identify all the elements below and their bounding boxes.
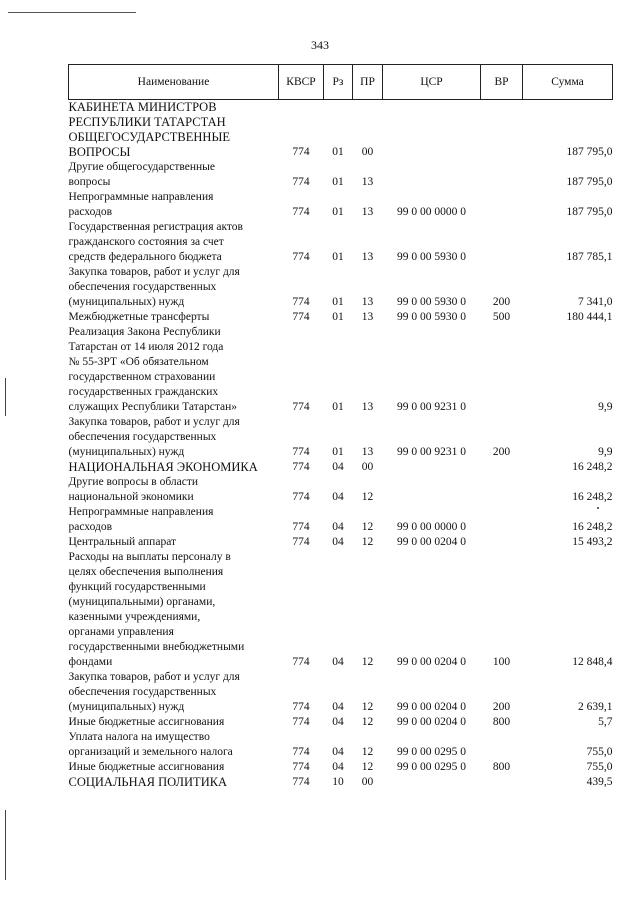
cell-kvsr: 774 bbox=[292, 761, 310, 773]
margin-mark bbox=[5, 378, 6, 416]
cell-csr: 99 0 00 0295 0 bbox=[397, 761, 466, 773]
cell-pr: 12 bbox=[361, 701, 374, 713]
cell-csr bbox=[383, 775, 481, 790]
top-rule bbox=[8, 12, 136, 13]
cell-vr bbox=[481, 460, 523, 475]
table-row bbox=[69, 160, 613, 190]
column-header-kvsr: КВСР bbox=[279, 65, 324, 100]
column-header-csr: ЦСР bbox=[383, 65, 481, 100]
cell-sum: 12 848,4 bbox=[572, 656, 613, 668]
cell-sum: 755,0 bbox=[586, 761, 613, 773]
cell-kvsr: 774 bbox=[292, 251, 310, 263]
cell-vr bbox=[481, 160, 523, 190]
cell-pr: 13 bbox=[361, 251, 374, 263]
cell-csr: 99 0 00 0204 0 bbox=[397, 701, 466, 713]
cell-kvsr: 774 bbox=[292, 746, 310, 758]
cell-pr: 00 bbox=[361, 146, 374, 158]
table-row bbox=[69, 325, 613, 415]
table-row bbox=[69, 460, 613, 475]
cell-vr bbox=[481, 505, 523, 535]
cell-sum: 7 341,0 bbox=[578, 296, 613, 308]
cell-rz: 01 bbox=[332, 146, 344, 158]
cell-rz: 04 bbox=[332, 761, 344, 773]
cell-name: Непрограммные направления расходов bbox=[68, 191, 214, 218]
cell-name: Другие вопросы в области национальной экономики bbox=[68, 476, 199, 503]
cell-sum: 180 444,1 bbox=[566, 311, 613, 323]
cell-rz: 04 bbox=[332, 491, 344, 503]
cell-pr: 13 bbox=[361, 446, 374, 458]
table-row bbox=[69, 190, 613, 220]
cell-sum: 187 795,0 bbox=[566, 206, 613, 218]
cell-rz: 01 bbox=[332, 401, 344, 413]
cell-sum bbox=[523, 100, 613, 131]
cell-kvsr: 774 bbox=[292, 716, 310, 728]
cell-csr: 99 0 00 5930 0 bbox=[397, 251, 466, 263]
table-row bbox=[69, 730, 613, 760]
cell-name: ОБЩЕГОСУДАРСТВЕННЫЕ ВОПРОСЫ bbox=[68, 130, 230, 159]
cell-kvsr bbox=[279, 100, 324, 131]
cell-rz: 01 bbox=[332, 296, 344, 308]
cell-rz: 01 bbox=[332, 446, 344, 458]
cell-kvsr: 774 bbox=[292, 656, 310, 668]
cell-csr bbox=[383, 130, 481, 160]
column-header-vr: ВР bbox=[481, 65, 523, 100]
cell-kvsr: 774 bbox=[292, 536, 310, 548]
cell-sum: 15 493,2 bbox=[572, 536, 613, 548]
cell-name: СОЦИАЛЬНАЯ ПОЛИТИКА bbox=[68, 775, 228, 789]
cell-csr: 99 0 00 0204 0 bbox=[397, 716, 466, 728]
cell-vr: 800 bbox=[492, 716, 511, 728]
table-row bbox=[69, 475, 613, 505]
cell-rz: 01 bbox=[332, 251, 344, 263]
cell-name: Иные бюджетные ассигнования bbox=[68, 716, 225, 728]
cell-vr: 500 bbox=[492, 311, 511, 323]
cell-kvsr: 774 bbox=[292, 146, 310, 158]
table-row bbox=[69, 415, 613, 460]
cell-csr bbox=[383, 100, 481, 131]
table-row bbox=[69, 130, 613, 160]
table-row bbox=[69, 505, 613, 535]
cell-rz: 04 bbox=[332, 461, 344, 473]
cell-csr bbox=[383, 160, 481, 190]
cell-vr bbox=[481, 775, 523, 790]
cell-name: Закупка товаров, работ и услуг для обеспечения государственных (муниципальных) нужд bbox=[68, 671, 240, 713]
cell-sum: 16 248,2 bbox=[572, 491, 613, 503]
cell-sum: 187 795,0 bbox=[566, 146, 613, 158]
cell-rz: 01 bbox=[332, 311, 344, 323]
cell-vr bbox=[481, 325, 523, 415]
cell-name: Уплата налога на имущество организаций и земельного налога bbox=[68, 731, 233, 758]
cell-kvsr: 774 bbox=[292, 491, 310, 503]
cell-pr: 13 bbox=[361, 311, 374, 323]
cell-vr bbox=[481, 475, 523, 505]
cell-pr: 12 bbox=[361, 761, 374, 773]
cell-sum: 5,7 bbox=[598, 716, 613, 728]
cell-pr: 13 bbox=[361, 296, 374, 308]
table-row bbox=[69, 715, 613, 730]
cell-pr: 13 bbox=[361, 401, 374, 413]
cell-sum: 16 248,2 bbox=[572, 521, 613, 533]
table-row bbox=[69, 550, 613, 670]
cell-vr: 100 bbox=[492, 656, 511, 668]
cell-kvsr: 774 bbox=[292, 776, 310, 788]
cell-rz: 01 bbox=[332, 176, 344, 188]
table-row bbox=[69, 760, 613, 775]
cell-kvsr: 774 bbox=[292, 701, 310, 713]
cell-pr: 13 bbox=[361, 206, 374, 218]
cell-csr: 99 0 00 0204 0 bbox=[397, 656, 466, 668]
cell-name: Государственная регистрация актов гражданского состояния за счет средств федерального бюджета bbox=[68, 221, 243, 263]
cell-kvsr: 774 bbox=[292, 446, 310, 458]
cell-pr: 00 bbox=[361, 776, 374, 788]
cell-vr: 200 bbox=[492, 701, 511, 713]
cell-name: КАБИНЕТА МИНИСТРОВ РЕСПУБЛИКИ ТАТАРСТАН bbox=[68, 100, 226, 129]
cell-pr: 00 bbox=[361, 461, 374, 473]
column-header-name: Наименование bbox=[69, 65, 279, 100]
cell-csr: 99 0 00 0204 0 bbox=[397, 536, 466, 548]
cell-pr: 12 bbox=[361, 716, 374, 728]
cell-sum: 2 639,1 bbox=[578, 701, 613, 713]
cell-vr bbox=[481, 130, 523, 160]
column-header-pr: ПР bbox=[353, 65, 383, 100]
table-row bbox=[69, 265, 613, 310]
cell-csr: 99 0 00 0295 0 bbox=[397, 746, 466, 758]
cell-sum: 187 785,1 bbox=[566, 251, 613, 263]
cell-sum: 9,9 bbox=[598, 401, 613, 413]
cell-pr: 12 bbox=[361, 536, 374, 548]
cell-sum: 755,0 bbox=[586, 746, 613, 758]
cell-csr bbox=[383, 460, 481, 475]
cell-sum: 16 248,2 bbox=[572, 461, 613, 473]
cell-rz: 04 bbox=[332, 521, 344, 533]
cell-vr bbox=[481, 535, 523, 550]
cell-name: НАЦИОНАЛЬНАЯ ЭКОНОМИКА bbox=[68, 460, 258, 474]
cell-csr: 99 0 00 5930 0 bbox=[397, 311, 466, 323]
cell-vr bbox=[481, 730, 523, 760]
cell-rz: 10 bbox=[332, 776, 344, 788]
table-header-row bbox=[69, 65, 613, 100]
cell-sum: 9,9 bbox=[598, 446, 613, 458]
cell-pr: 12 bbox=[361, 656, 374, 668]
cell-name: Закупка товаров, работ и услуг для обеспечения государственных (муниципальных) нужд bbox=[68, 266, 240, 308]
cell-rz: 04 bbox=[332, 746, 344, 758]
cell-kvsr: 774 bbox=[292, 206, 310, 218]
cell-vr: 200 bbox=[492, 446, 511, 458]
cell-name: Расходы на выплаты персоналу в целях обеспечения выполнения функций государственными (муниципальными) органами, казенными учреждениями, органами управления государственными внебюджетными фондами bbox=[68, 551, 245, 668]
cell-name: Реализация Закона Республики Татарстан от 14 июля 2012 года № 55-ЗРТ «Об обязательном государственном страховании государственных гражданских служащих Республики Татарстан» bbox=[68, 326, 238, 413]
cell-csr bbox=[383, 475, 481, 505]
cell-rz: 04 bbox=[332, 536, 344, 548]
cell-kvsr: 774 bbox=[292, 296, 310, 308]
cell-csr: 99 0 00 9231 0 bbox=[397, 401, 466, 413]
table-row bbox=[69, 100, 613, 131]
table-row bbox=[69, 670, 613, 715]
cell-kvsr: 774 bbox=[292, 521, 310, 533]
table-row bbox=[69, 535, 613, 550]
table-row bbox=[69, 310, 613, 325]
cell-name: Межбюджетные трансферты bbox=[68, 311, 210, 323]
cell-vr: 200 bbox=[492, 296, 511, 308]
cell-vr bbox=[481, 190, 523, 220]
cell-kvsr: 774 bbox=[292, 401, 310, 413]
cell-pr: 13 bbox=[361, 176, 374, 188]
page-number: 343 bbox=[311, 38, 329, 52]
cell-name: Центральный аппарат bbox=[68, 536, 177, 548]
cell-rz: 04 bbox=[332, 656, 344, 668]
cell-kvsr: 774 bbox=[292, 311, 310, 323]
cell-pr bbox=[353, 100, 383, 131]
table-row bbox=[69, 775, 613, 790]
cell-pr: 12 bbox=[361, 521, 374, 533]
cell-csr: 99 0 00 5930 0 bbox=[397, 296, 466, 308]
cell-name: Иные бюджетные ассигнования bbox=[68, 761, 225, 773]
cell-kvsr: 774 bbox=[292, 461, 310, 473]
cell-rz: 01 bbox=[332, 206, 344, 218]
cell-csr: 99 0 00 0000 0 bbox=[397, 521, 466, 533]
table-row bbox=[69, 220, 613, 265]
cell-vr: 800 bbox=[492, 761, 511, 773]
budget-table bbox=[68, 64, 613, 790]
cell-rz bbox=[324, 100, 353, 131]
cell-name: Закупка товаров, работ и услуг для обеспечения государственных (муниципальных) нужд bbox=[68, 416, 240, 458]
column-header-rz: Рз bbox=[324, 65, 353, 100]
cell-vr bbox=[481, 220, 523, 265]
cell-vr bbox=[481, 100, 523, 131]
cell-csr: 99 0 00 0000 0 bbox=[397, 206, 466, 218]
cell-kvsr: 774 bbox=[292, 176, 310, 188]
cell-pr: 12 bbox=[361, 746, 374, 758]
cell-name: Непрограммные направления расходов bbox=[68, 506, 214, 533]
cell-name: Другие общегосударственные вопросы bbox=[68, 161, 215, 188]
cell-pr: 12 bbox=[361, 491, 374, 503]
cell-sum: 187 795,0 bbox=[566, 176, 613, 188]
margin-mark bbox=[5, 810, 6, 880]
column-header-sum: Сумма bbox=[523, 65, 613, 100]
cell-sum: 439,5 bbox=[586, 776, 613, 788]
cell-csr: 99 0 00 9231 0 bbox=[397, 446, 466, 458]
cell-rz: 04 bbox=[332, 716, 344, 728]
cell-rz: 04 bbox=[332, 701, 344, 713]
